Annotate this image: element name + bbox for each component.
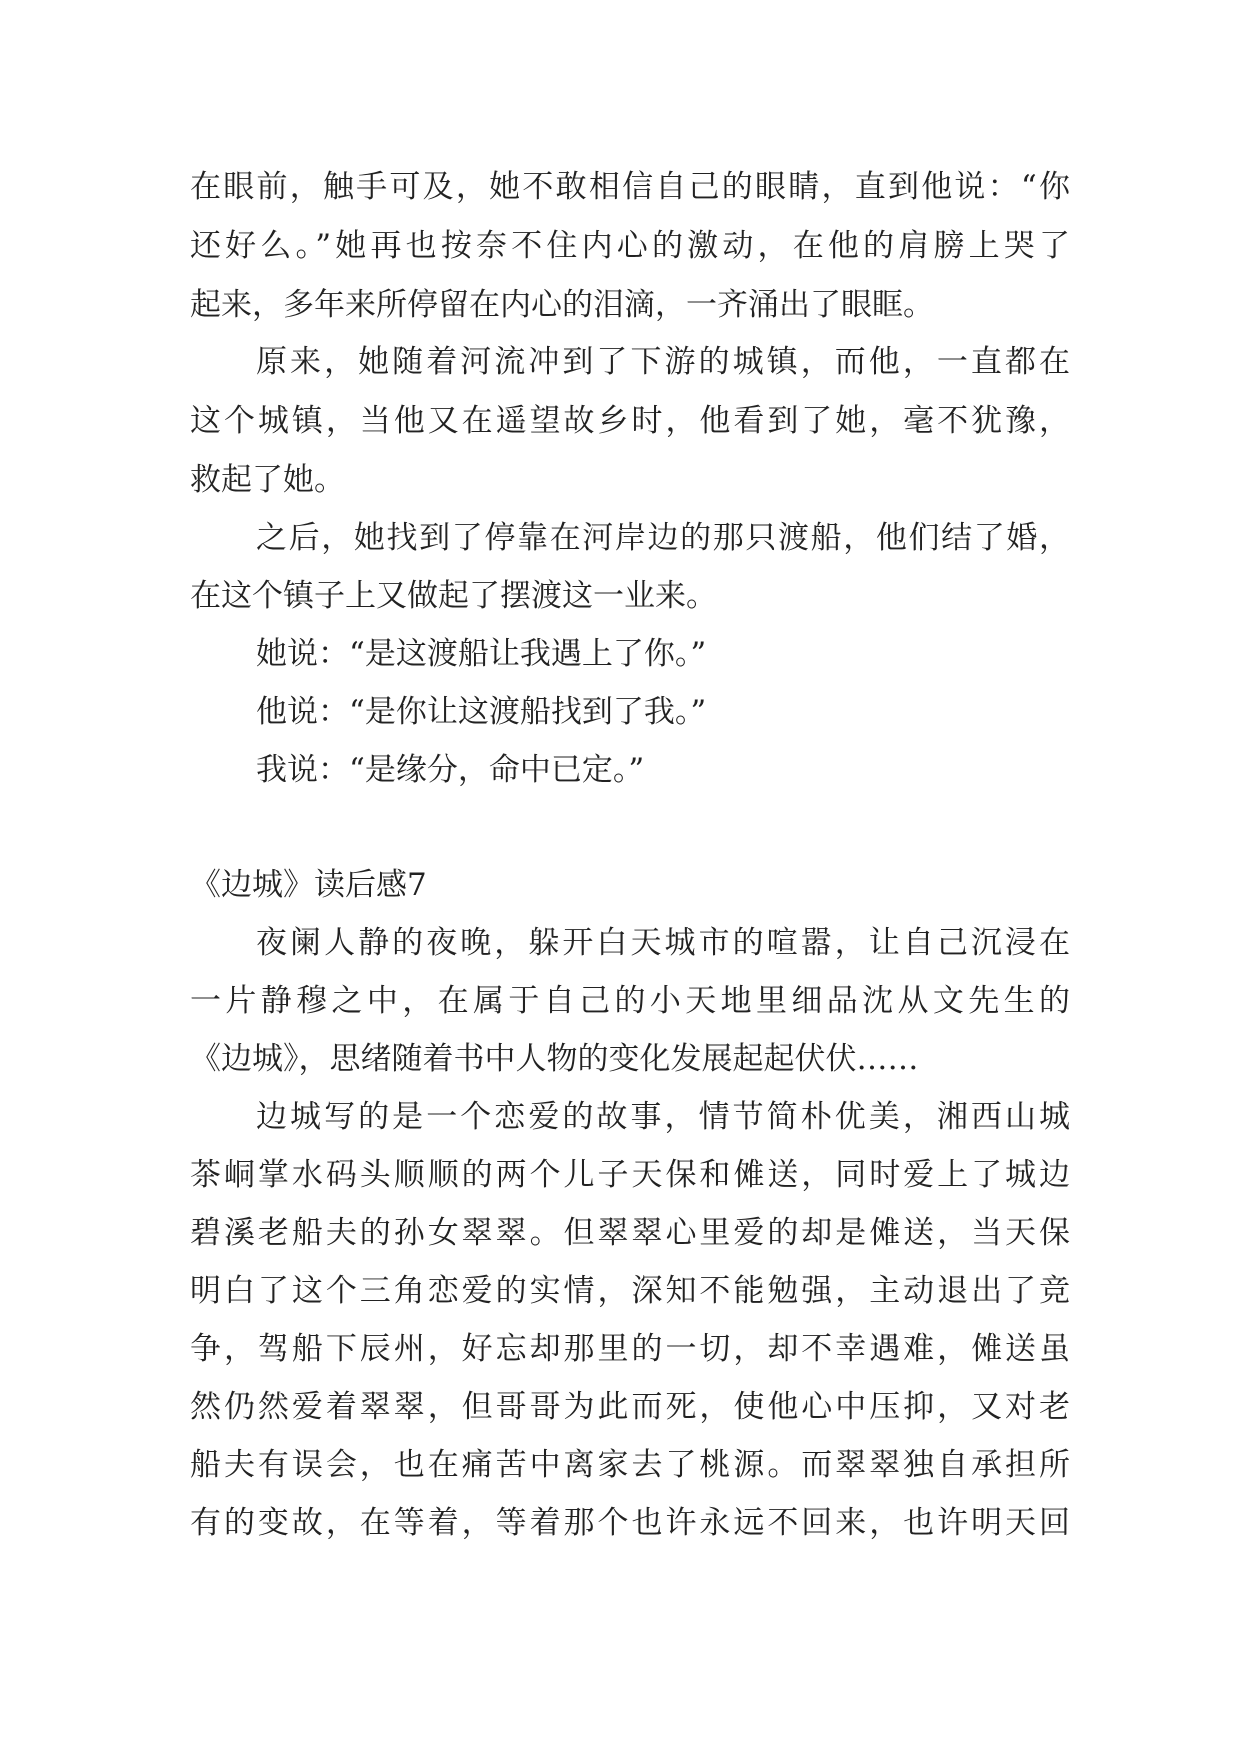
text-line: 争，驾船下辰州，好忘却那里的一切，却不幸遇难，傩送虽 (190, 1331, 1070, 1367)
text-line: 在这个镇子上又做起了摆渡这一业来。 (190, 578, 717, 614)
text-line: 起来，多年来所停留在内心的泪滴，一齐涌出了眼眶。 (190, 287, 934, 323)
dialogue-line: 我说：“是缘分，命中已定。” (256, 752, 645, 788)
text-line: 之后，她找到了停靠在河岸边的那只渡船，他们结了婚， (256, 520, 1070, 556)
text-line: 明白了这个三角恋爱的实情，深知不能勉强，主动退出了竞 (190, 1273, 1070, 1309)
text-line: 在眼前，触手可及，她不敢相信自己的眼睛，直到他说：“你 (190, 169, 1070, 205)
text-line: 夜阑人静的夜晚，躲开白天城市的喧嚣，让自己沉浸在 (256, 925, 1070, 961)
section-heading: 《边城》读后感7 (190, 867, 427, 903)
text-line: 救起了她。 (190, 462, 345, 498)
text-line: 茶峒掌水码头顺顺的两个儿子天保和傩送，同时爱上了城边 (190, 1157, 1070, 1193)
text-line: 边城写的是一个恋爱的故事，情节简朴优美，湘西山城 (256, 1099, 1070, 1135)
text-line: 有的变故，在等着，等着那个也许永远不回来，也许明天回 (190, 1505, 1070, 1541)
text-line: 还好么。”她再也按奈不住内心的激动，在他的肩膀上哭了 (190, 228, 1070, 264)
text-line: 船夫有误会，也在痛苦中离家去了桃源。而翠翠独自承担所 (190, 1447, 1070, 1483)
text-line: 这个城镇，当他又在遥望故乡时，他看到了她，毫不犹豫， (190, 403, 1070, 439)
text-line: 碧溪老船夫的孙女翠翠。但翠翠心里爱的却是傩送，当天保 (190, 1215, 1070, 1251)
text-line: 原来，她随着河流冲到了下游的城镇，而他，一直都在 (256, 344, 1070, 380)
text-line: 然仍然爱着翠翠，但哥哥为此而死，使他心中压抑，又对老 (190, 1389, 1070, 1425)
text-line: 一片静穆之中，在属于自己的小天地里细品沈从文先生的 (190, 983, 1070, 1019)
dialogue-line: 他说：“是你让这渡船找到了我。” (256, 694, 707, 730)
text-line: 《边城》，思绪随着书中人物的变化发展起起伏伏…… (190, 1041, 919, 1077)
dialogue-line: 她说：“是这渡船让我遇上了你。” (256, 636, 707, 672)
